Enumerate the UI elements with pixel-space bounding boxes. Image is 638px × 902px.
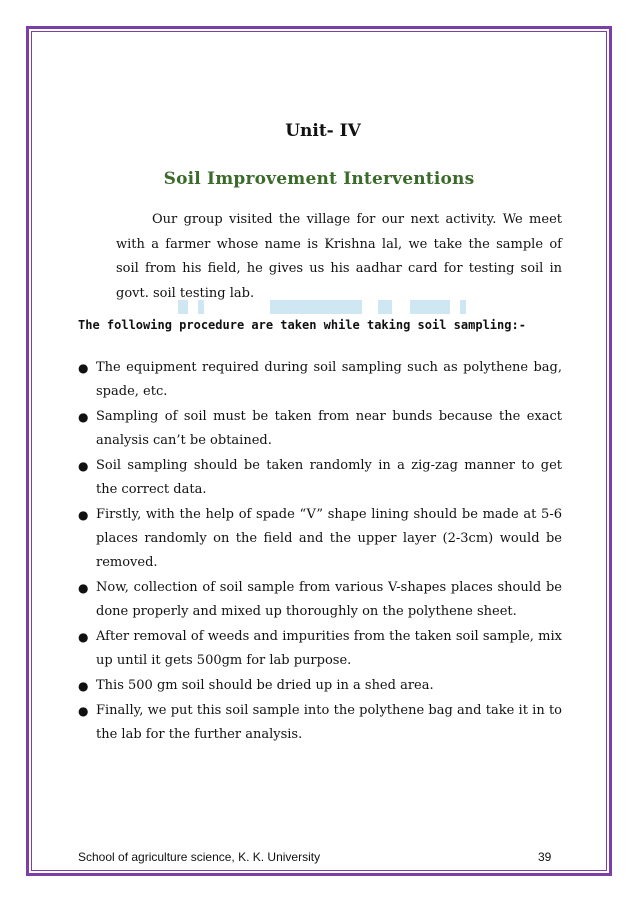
section-title: Soil Improvement Interventions: [163, 169, 475, 189]
bullet-icon: ●: [78, 459, 89, 473]
footer-page-number: 39: [538, 850, 552, 864]
bullet-icon: ●: [78, 630, 89, 644]
bullet-icon: ●: [78, 508, 89, 522]
intro-paragraph: Our group visited the village for our next activity. We meet with a farmer whose name is Krishna lal, we take the sample of soil from his field, he gives us his aadhar card for testing soil in govt. soil testing lab.: [116, 212, 562, 301]
list-item: ● Soil sampling should be taken randomly in a zig-zag manner to get the correct data.: [78, 454, 562, 502]
bullet-icon: ●: [78, 410, 89, 424]
list-item: ● Now, collection of soil sample from various V-shapes places should be done properly and mixed up thoroughly on the polythene sheet.: [78, 576, 562, 624]
unit-title: Unit- IV: [285, 121, 361, 141]
bullet-icon: ●: [78, 679, 89, 693]
bullet-icon: ●: [78, 361, 89, 375]
bullet-icon: ●: [78, 704, 89, 718]
procedure-heading: The following procedure are taken while taking soil sampling:-: [78, 318, 526, 332]
list-item: ● Sampling of soil must be taken from near bunds because the exact analysis can’t be obtained.: [78, 405, 562, 453]
footer-institution: School of agriculture science, K. K. University: [78, 850, 321, 864]
list-item: ● The equipment required during soil sampling such as polythene bag, spade, etc.: [78, 356, 562, 404]
list-item: ● Finally, we put this soil sample into the polythene bag and take it in to the lab for the further analysis.: [78, 699, 562, 747]
list-item: ● After removal of weeds and impurities from the taken soil sample, mix up until it gets 500gm for lab purpose.: [78, 625, 562, 673]
procedure-list: [78, 356, 562, 748]
faded-watermark: [178, 298, 468, 316]
bullet-icon: ●: [78, 581, 89, 595]
list-item: ● This 500 gm soil should be dried up in a shed area.: [78, 674, 562, 698]
list-item: ● Firstly, with the help of spade “V” shape lining should be made at 5-6 places randomly on the field and the upper layer (2-3cm) would be removed.: [78, 503, 562, 575]
